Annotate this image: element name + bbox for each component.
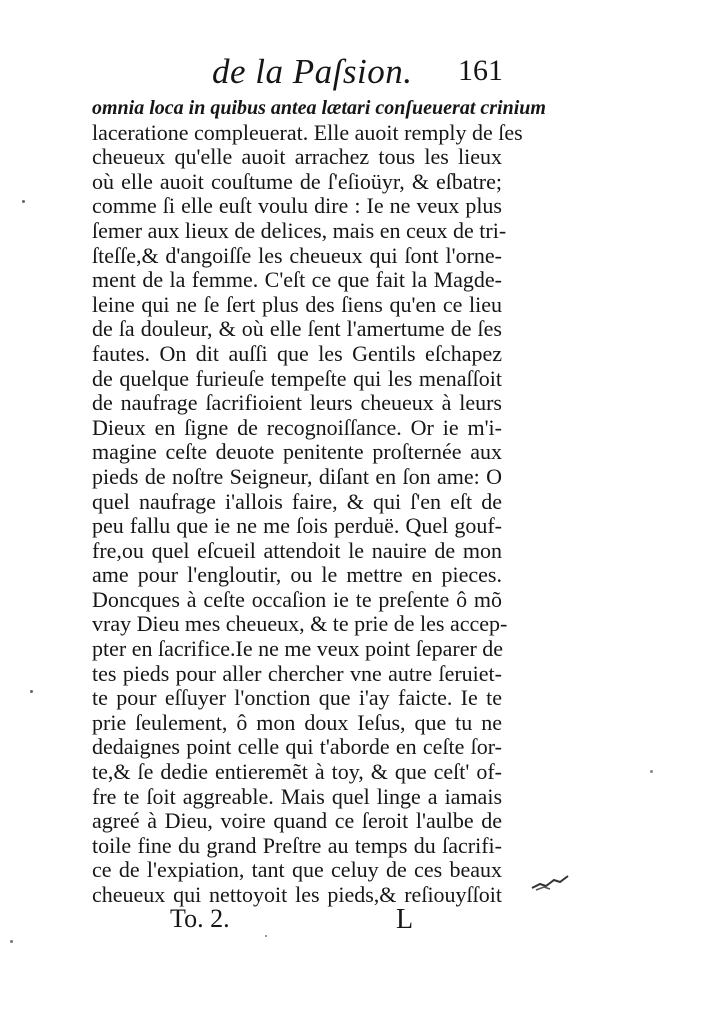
ink-speck bbox=[30, 690, 33, 693]
text-line: te pour eſſuyer l'onction que i'ay faicte. Ie te bbox=[92, 685, 502, 711]
text-line: leine qui ne ſe ſert plus des ſiens qu'en ce lieu bbox=[92, 291, 502, 317]
signature-mark: To. 2. bbox=[170, 904, 230, 933]
text-line: cheueux qui nettoyoit les pieds,& reſiouyſſoit bbox=[92, 882, 502, 907]
text-line: magine ceſte deuote penitente proſternée aux bbox=[92, 439, 502, 465]
running-title: de la Paſsion. bbox=[212, 52, 413, 91]
text-line: vray Dieu mes cheueux, & te prie de les accep- bbox=[92, 611, 508, 637]
text-line: omnia loca in quibus antea lætari conſueuerat crinium bbox=[92, 97, 546, 119]
ink-speck bbox=[265, 935, 267, 937]
ink-speck bbox=[22, 200, 25, 203]
text-line: où elle auoit couſtume de ſ'eſioüyr, & eſbatre; bbox=[92, 168, 502, 194]
text-line: de ſa douleur, & où elle ſent l'amertume de ſes bbox=[92, 316, 502, 342]
page-header bbox=[90, 48, 520, 94]
ink-speck bbox=[10, 940, 13, 943]
text-line: de naufrage ſacrifioient leurs cheueux à leurs bbox=[92, 390, 502, 416]
text-line: ſemer aux lieux de delices, mais en ceux de tri- bbox=[92, 217, 507, 243]
text-line: ment de la femme. C'eſt ce que fait la Magde- bbox=[92, 267, 502, 293]
text-line: prie ſeulement, ô mon doux Ieſus, que tu ne bbox=[92, 709, 502, 735]
text-line: Doncques à ceſte occaſion ie te preſente ô mõ bbox=[92, 586, 502, 612]
text-line: ſteſſe,& d'angoiſſe les cheueux qui ſont l'orne- bbox=[92, 242, 502, 268]
page-number: 161 bbox=[458, 54, 503, 87]
text-line: laceratione compleuerat. Elle auoit remply de ſes bbox=[92, 119, 523, 145]
text-line: de quelque furieuſe tempeſte qui les menaſſoit bbox=[92, 365, 502, 391]
text-line: ame pour l'engloutir, ou le mettre en pieces. bbox=[92, 562, 502, 588]
gathering-mark: L bbox=[396, 904, 414, 935]
text-line: Dieux en ſigne de recognoiſſance. Or ie m'i- bbox=[92, 414, 502, 440]
text-line: pter en ſacrifice.Ie ne me veux point ſeparer de bbox=[92, 636, 504, 662]
text-line: fre,ou quel eſcueil attendoit le nauire de mon bbox=[92, 537, 502, 563]
text-line: cheueux qu'elle auoit arrachez tous les lieux bbox=[92, 144, 502, 170]
text-line: comme ſi elle euſt voulu dire : Ie ne veux plus bbox=[92, 193, 502, 219]
text-line: toile fine du grand Preſtre au temps du ſacrifi- bbox=[92, 832, 502, 858]
text-line: fautes. On dit auſſi que les Gentils eſchapez bbox=[92, 340, 502, 366]
ink-smudge-mark bbox=[530, 872, 570, 894]
ink-speck bbox=[650, 770, 653, 773]
body-text bbox=[92, 96, 546, 908]
text-line: peu fallu que ie ne me ſois perduë. Quel gouf- bbox=[92, 513, 502, 539]
text-line: te,& ſe dedie entieremẽt à toy, & que ceſt' of- bbox=[92, 759, 502, 785]
text-line: fre te ſoit aggreable. Mais quel linge a iamais bbox=[92, 783, 502, 809]
text-line: tes pieds pour aller chercher vne autre ſeruiet- bbox=[92, 660, 502, 686]
text-line: pieds de noſtre Seigneur, diſant en ſon ame: O bbox=[92, 463, 502, 489]
text-line: dedaignes point celle qui t'aborde en ceſte ſor- bbox=[92, 734, 502, 760]
text-line: ce de l'expiation, tant que celuy de ces beaux bbox=[92, 857, 502, 883]
text-line: agreé à Dieu, voire quand ce ſeroit l'aulbe de bbox=[92, 808, 502, 834]
text-line: quel naufrage i'allois faire, & qui ſ'en eſt de bbox=[92, 488, 502, 514]
page-footer bbox=[170, 904, 470, 944]
